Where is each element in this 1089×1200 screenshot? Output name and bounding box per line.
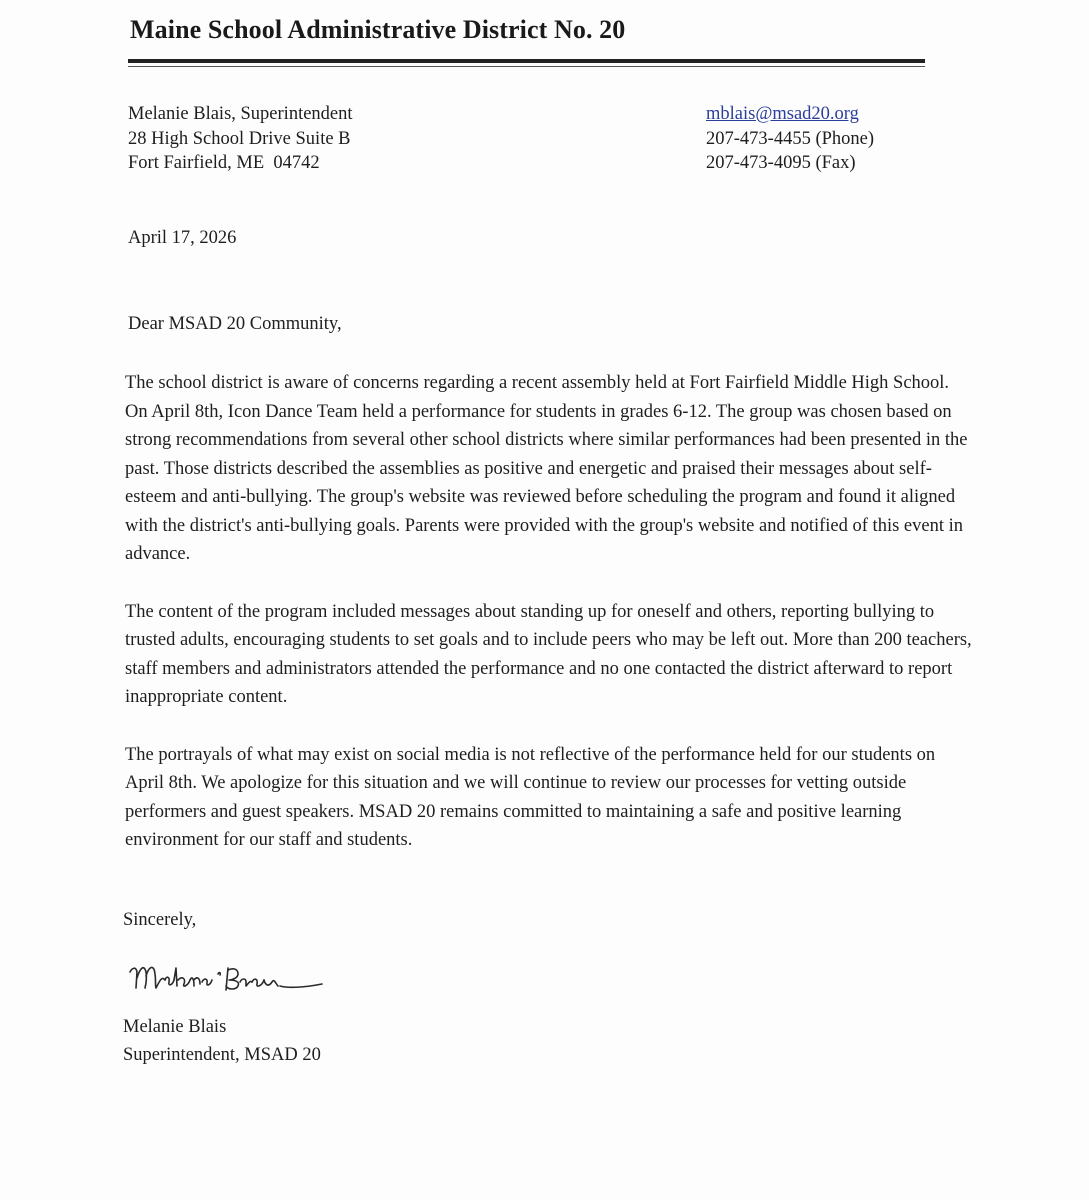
- letter-date: April 17, 2026: [128, 228, 237, 248]
- sender-address-line2: Fort Fairfield, ME 04742: [128, 153, 320, 173]
- signer-name: Melanie Blais: [123, 1017, 227, 1037]
- closing: Sincerely,: [123, 910, 197, 930]
- phone-number: 207-473-4455 (Phone): [706, 128, 875, 149]
- sender-address-line1: 28 High School Drive Suite B: [128, 128, 351, 149]
- body-paragraph-1: The school district is aware of concerns regarding a recent assembly held at Fort Fairfield Middle High School. On April 8th, Icon Dance Team held a performance for students in grades 6-12. The group was chosen based on strong recommendations from several other school districts where similar performances had been presented in the past. Those districts described the assemblies as positive and energetic and praised their messages about self-esteem and anti-bullying. The group's website was reviewed before scheduling the program and found it aligned with the district's anti-bullying goals. Parents were provided with the group's website and notified of this event in advance.: [125, 373, 968, 564]
- sender-block: [128, 102, 353, 176]
- signer-block: [123, 1013, 321, 1069]
- body-paragraph-3: The portrayals of what may exist on social media is not reflective of the performance held for our students on April 8th. We apologize for this situation and we will continue to review our processes for vetting outside performers and guest speakers. MSAD 20 remains committed to maintaining a safe and positive learning environment for our staff and students.: [125, 744, 936, 850]
- sender-name: Melanie Blais, Superintendent: [128, 104, 353, 124]
- body-paragraph-2: The content of the program included messages about standing up for oneself and others, reporting bullying to trusted adults, encouraging students to set goals and to include peers who may be left out. More than 200 teachers, staff members and administrators attended the performance and no one contacted the district afterward to report inappropriate content.: [125, 601, 972, 707]
- email-link[interactable]: mblais@msad20.org: [706, 104, 859, 124]
- handwritten-signature: [122, 950, 352, 1000]
- contact-block: [706, 102, 874, 176]
- letterhead-rule-thin: [128, 66, 925, 67]
- letterhead-title: Maine School Administrative District No. 20: [130, 15, 626, 44]
- salutation: Dear MSAD 20 Community,: [128, 314, 342, 334]
- letter-body: [125, 369, 975, 884]
- signer-title: Superintendent, MSAD 20: [123, 1045, 321, 1065]
- letterhead-rule-thick: [128, 59, 925, 63]
- fax-number: 207-473-4095 (Fax): [706, 153, 856, 173]
